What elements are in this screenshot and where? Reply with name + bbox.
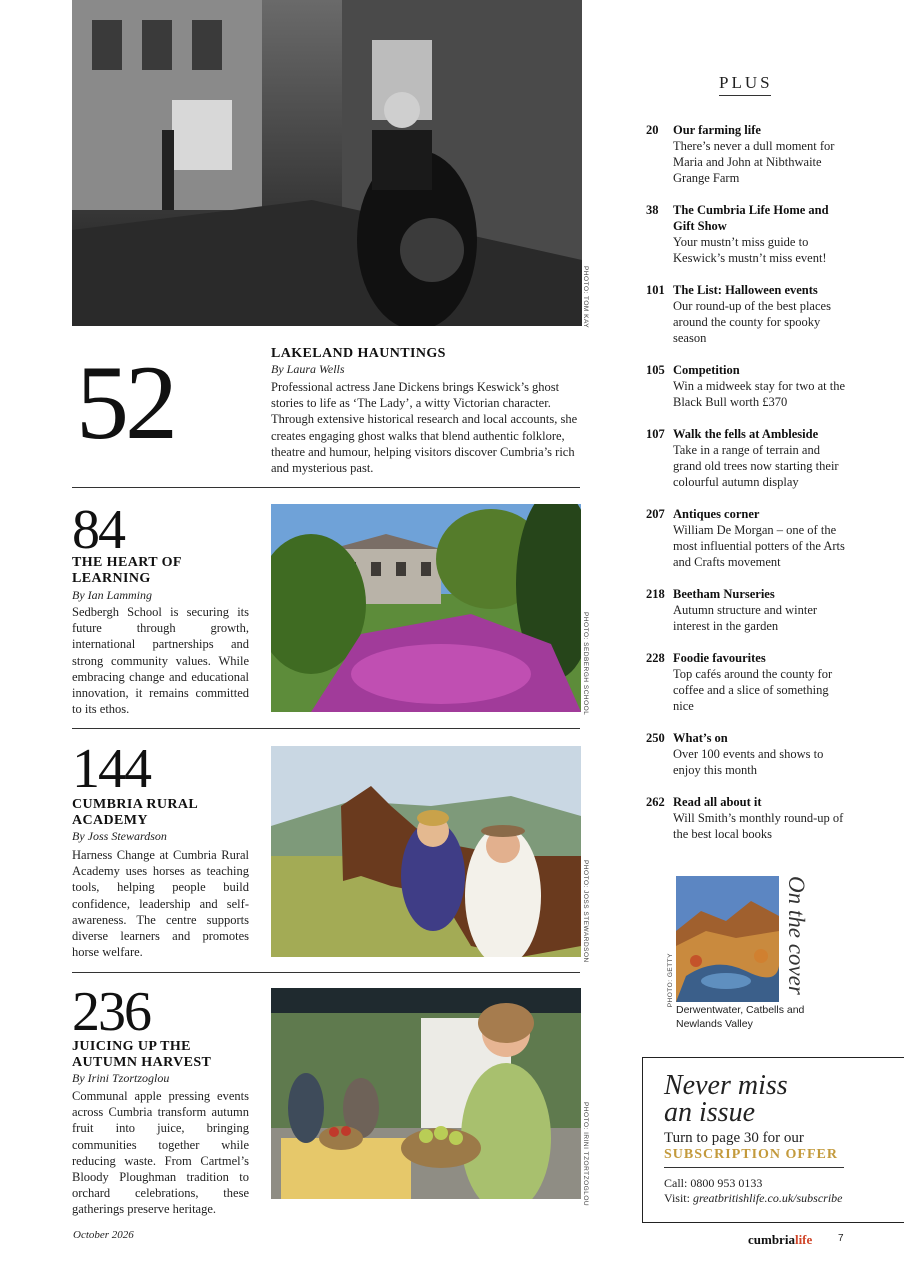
feature-title: JUICING UP THE AUTUMN HARVEST bbox=[72, 1039, 212, 1070]
divider bbox=[72, 728, 580, 729]
feature-title: THE HEART OF LEARNING bbox=[72, 555, 182, 586]
contents-item[interactable] bbox=[646, 650, 851, 714]
contents-title: Walk the fells at Ambleside bbox=[673, 427, 819, 441]
feature-byline: By Laura Wells bbox=[271, 362, 345, 376]
subscription-offer[interactable]: SUBSCRIPTION OFFER bbox=[664, 1147, 844, 1168]
feature-blurb: Sedbergh School is securing its future through growth, international partnerships and strong community values. While embracing change and educational innovation, it remains committed to its ethos. bbox=[72, 605, 249, 717]
photo-credit: PHOTO: IRINI TZORTZOGLOU bbox=[582, 1102, 589, 1207]
contents-title: Antiques corner bbox=[673, 507, 760, 521]
feature-byline: By Ian Lamming bbox=[72, 588, 152, 602]
photo-credit: PHOTO: JOSS STEWARDSON bbox=[582, 860, 589, 963]
contents-title: Foodie favourites bbox=[673, 651, 766, 665]
page-number: 7 bbox=[838, 1233, 844, 1244]
subscription-headline: Never miss bbox=[664, 1070, 788, 1101]
contents-title: What’s on bbox=[673, 731, 728, 745]
divider bbox=[72, 972, 580, 973]
photo-credit: PHOTO: SEDBERGH SCHOOL bbox=[582, 612, 589, 716]
contents-page-number: 228 bbox=[646, 651, 665, 665]
contents-description: Top cafés around the county for coffee and a slice of something nice bbox=[673, 667, 833, 713]
subscription-website[interactable] bbox=[664, 1191, 904, 1206]
cover-caption: Derwentwater, Catbells and Newlands Valley bbox=[676, 1004, 805, 1030]
contents-title: The List: Halloween events bbox=[673, 283, 818, 297]
subscription-line: Turn to page 30 for our bbox=[664, 1130, 804, 1146]
feature-blurb: Professional actress Jane Dickens brings Keswick’s ghost stories to life as ‘The Lady’, a witty Victorian character. Through extensive historical research and local accounts, she creates engaging ghost walks that blend authentic folklore, theatre and humour, helping visitors discover Cumbria’s rich and mysterious past. bbox=[271, 380, 578, 476]
feature-page-number: 84 bbox=[72, 499, 124, 561]
on-the-cover-heading: On the cover bbox=[784, 876, 809, 995]
contents-item[interactable] bbox=[646, 586, 851, 634]
contents-item[interactable] bbox=[646, 794, 851, 842]
contents-page-number: 20 bbox=[646, 123, 659, 137]
plus-heading: PLUS bbox=[719, 73, 773, 92]
contents-page-number: 107 bbox=[646, 427, 665, 441]
contents-description: Will Smith’s monthly round-up of the best local books bbox=[673, 811, 844, 841]
subscription-url[interactable]: greatbritishlife.co.uk/subscribe bbox=[692, 1191, 843, 1205]
contents-description: Our round-up of the best places around the county for spooky season bbox=[673, 299, 831, 345]
sedbergh-school-photo bbox=[271, 504, 581, 712]
contents-description: Over 100 events and shows to enjoy this month bbox=[673, 747, 824, 777]
feature-title: LAKELAND HAUNTINGS bbox=[271, 346, 446, 361]
divider bbox=[72, 487, 580, 488]
contents-description: There’s never a dull moment for Maria and John at Nibthwaite Grange Farm bbox=[673, 139, 835, 185]
contents-title: Beetham Nurseries bbox=[673, 587, 775, 601]
feature-page-number: 52 bbox=[76, 344, 174, 461]
feature-byline: By Irini Tzortzoglou bbox=[72, 1071, 170, 1085]
brand-logo bbox=[748, 1232, 812, 1248]
issue-date: October 2026 bbox=[73, 1229, 134, 1241]
contents-description: Autumn structure and winter interest in the garden bbox=[673, 603, 818, 633]
contents-page-number: 262 bbox=[646, 795, 665, 809]
contents-title: Competition bbox=[673, 363, 740, 377]
cover-photo bbox=[676, 876, 779, 1002]
feature-page-number: 144 bbox=[72, 738, 150, 800]
contents-description: William De Morgan – one of the most influential potters of the Arts and Crafts movement bbox=[673, 523, 845, 569]
contents-page-number: 105 bbox=[646, 363, 665, 377]
visit-label: Visit: bbox=[664, 1191, 693, 1205]
contents-title: Read all about it bbox=[673, 795, 762, 809]
ghost-walk-photo bbox=[72, 0, 582, 326]
contents-item[interactable] bbox=[646, 426, 851, 490]
feature-blurb: Harness Change at Cumbria Rural Academy uses horses as teaching tools, helping people build confidence, leadership and self-awareness. The centre supports diverse learners and promotes horse welfare. bbox=[72, 848, 249, 960]
contents-item[interactable] bbox=[646, 362, 851, 410]
contents-title: Our farming life bbox=[673, 123, 761, 137]
contents-page-number: 250 bbox=[646, 731, 665, 745]
contents-description: Win a midweek stay for two at the Black Bull worth £370 bbox=[673, 379, 846, 409]
subscription-phone[interactable]: Call: 0800 953 0133 bbox=[664, 1176, 763, 1190]
contents-title: The Cumbria Life Home and Gift Show bbox=[673, 203, 829, 233]
photo-credit: PHOTO: GETTY bbox=[667, 953, 674, 1008]
rural-academy-horse-photo bbox=[271, 746, 581, 957]
contents-description: Your mustn’t miss guide to Keswick’s mustn’t miss event! bbox=[673, 235, 827, 265]
feature-byline: By Joss Stewardson bbox=[72, 829, 167, 843]
brand-accent: life bbox=[794, 1232, 813, 1247]
contents-description: Take in a range of terrain and grand old trees now starting their colourful autumn display bbox=[673, 443, 839, 489]
subscription-headline: an issue bbox=[664, 1097, 755, 1128]
contents-page-number: 218 bbox=[646, 587, 665, 601]
feature-title: CUMBRIA RURAL ACADEMY bbox=[72, 797, 198, 828]
plus-contents-list bbox=[646, 122, 851, 858]
feature-blurb: Communal apple pressing events across Cumbria transform autumn fruit into juice, bringing communities together while reducing waste. From Cartmel’s Bloody Ploughman tradition to orchard celebrations, these gatherings preserve heritage. bbox=[72, 1089, 249, 1217]
subscription-box[interactable] bbox=[642, 1057, 904, 1223]
photo-credit: PHOTO: TOM KAY bbox=[582, 266, 589, 329]
apple-harvest-photo bbox=[271, 988, 581, 1199]
brand-main: cumbria bbox=[748, 1232, 795, 1247]
contents-page-number: 38 bbox=[646, 203, 659, 217]
contents-page-number: 207 bbox=[646, 507, 665, 521]
contents-item[interactable] bbox=[646, 202, 851, 266]
contents-item[interactable] bbox=[646, 122, 851, 186]
contents-page-number: 101 bbox=[646, 283, 665, 297]
contents-item[interactable] bbox=[646, 282, 851, 346]
contents-item[interactable] bbox=[646, 730, 851, 778]
contents-item[interactable] bbox=[646, 506, 851, 570]
feature-page-number: 236 bbox=[72, 981, 150, 1043]
